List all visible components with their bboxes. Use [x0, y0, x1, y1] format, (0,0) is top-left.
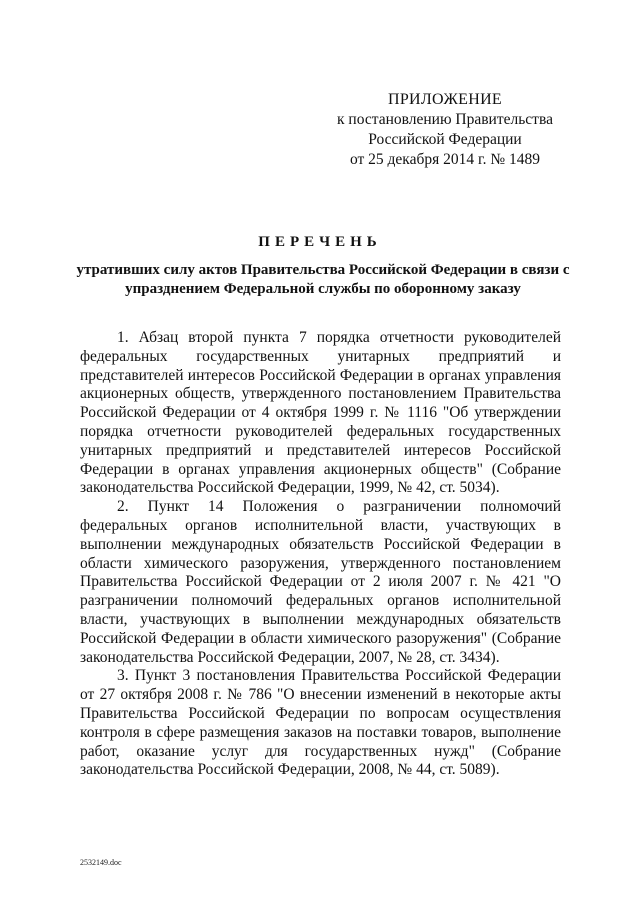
file-name-footer: 2532149.doc	[80, 858, 122, 867]
paragraph-2: 2. Пункт 14 Положения о разграничении полномочий федеральных органов исполнительной власти, участвующих в выполнении международных обязательств Российской Федерации в области химического разоружения, утвержденного постановлением Правительства Российской Федерации от 2 июля 2007 г. № 421 "О разграничении полномочий федеральных органов исполнительной власти, участвующих в выполнении международных обязательств Российской Федерации в области химического разоружения" (Собрание законодательства Российской Федерации, 2007, № 28, ст. 3434).	[80, 498, 561, 666]
approval-line-3: от 25 декабря 2014 г. № 1489	[349, 151, 541, 168]
paragraph-1: 1. Абзац второй пункта 7 порядка отчетности руководителей федеральных государственных унитарных предприятий и представителей интересов Российской Федерации в органах управления акционерных обществ, утвержденного постановлением Правительства Российской Федерации от 4 октября 1999 г. № 1116 "Об утверждении порядка отчетности руководителей федеральных государственных унитарных предприятий и представителей интересов Российской Федерации в органах управления акционерных обществ" (Собрание законодательства Российской Федерации, 1999, № 42, ст. 5034).	[80, 329, 561, 497]
approval-line-1: к постановлению Правительства	[337, 111, 553, 128]
appendix-title: ПРИЛОЖЕНИЕ	[387, 91, 502, 108]
paragraph-3: 3. Пункт 3 постановления Правительства Российской Федерации от 27 октября 2008 г. № 786 "О внесении изменений в некоторые акты Правительства Российской Федерации по вопросам осуществления контроля в сфере размещения заказов на поставки товаров, выполнение работ, оказание услуг для государственных нужд" (Собрание законодательства Российской Федерации, 2008, № 44, ст. 5089).	[80, 667, 561, 779]
document-subtitle: утративших силу актов Правительства Российской Федерации в связи с упразднением Федеральной службы по оборонному заказу	[76, 262, 570, 297]
document-title: ПЕРЕЧЕНЬ	[258, 234, 382, 250]
approval-block	[330, 90, 560, 170]
document-body	[80, 329, 561, 780]
approval-line-2: Российской Федерации	[368, 131, 522, 148]
